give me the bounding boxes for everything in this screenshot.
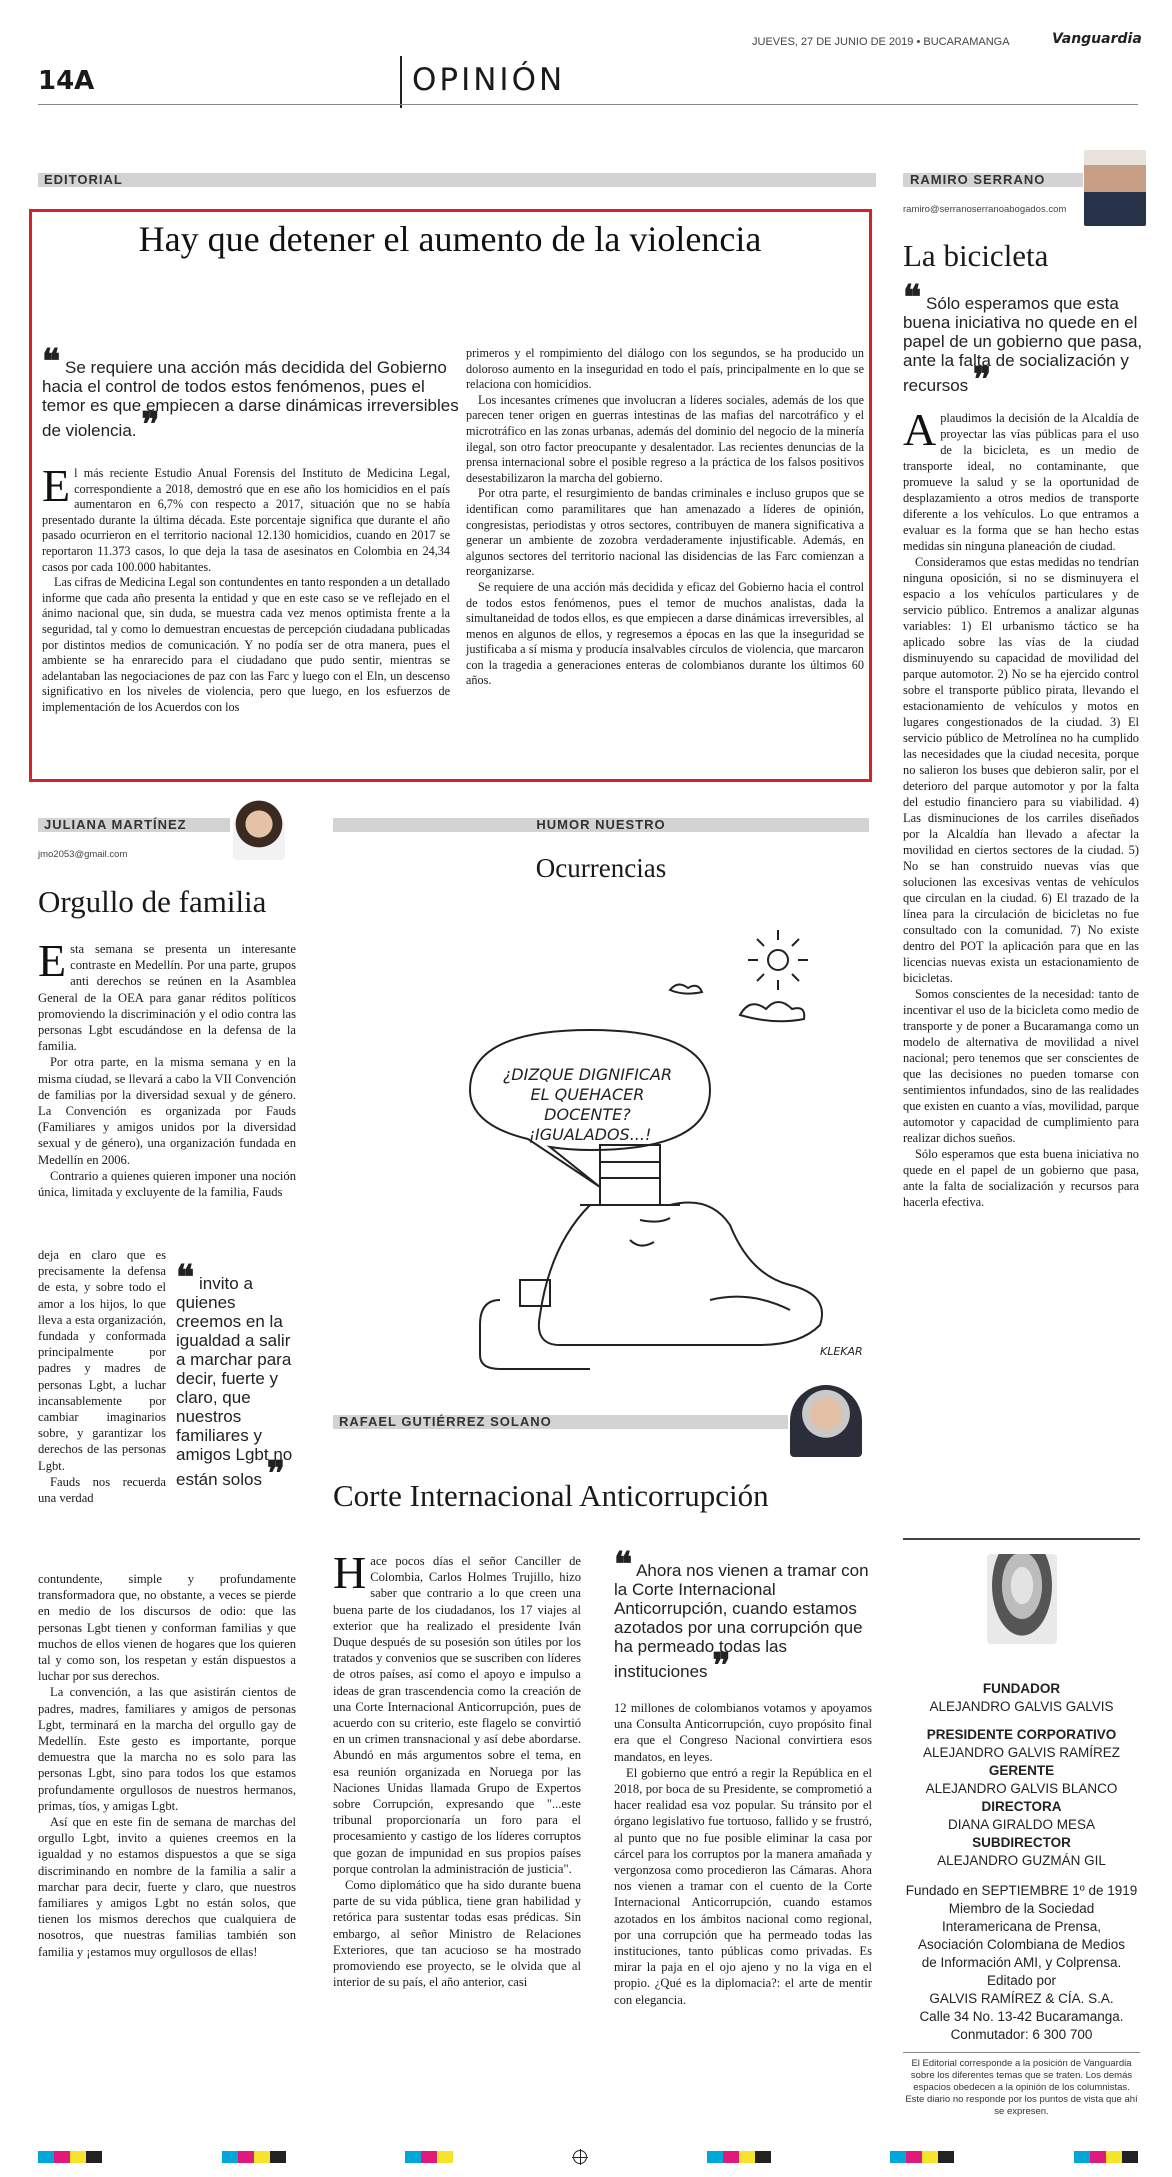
juliana-pullquote-text: invito a quienes creemos en la igualdad a salir a marchar para decir, fuerte y claro, que nuestros familiares y amigos Lgbt no están solos	[176, 1274, 293, 1489]
masthead	[903, 1680, 1140, 2044]
ramiro-paragraph: plaudimos la decisión de la Alcaldía de proyectar las vías públicas para el uso de la bicicleta, es un medio de transporte ideal, no contaminante, que promueve la salud y se la oportunidad de desplazamiento a otros medios de transporte diferente a los vehículos. Lo que entramos a evaluar es la forma que se han hecho estas medidas sin ninguna planeación de ciudad.	[903, 411, 1139, 553]
humor-tag: HUMOR NUESTRO	[536, 817, 666, 832]
masthead-member: Miembro de la Sociedad	[948, 1901, 1095, 1916]
humor-title: Ocurrencias	[535, 853, 667, 883]
rafael-pullquote-text: Ahora nos vienen a tramar con la Corte Internacional Anticorrupción, cuando estamos azotados por una corrupción que ha permeado todas las instituciones	[614, 1561, 869, 1681]
juliana-paragraph: deja en claro que es precisamente la defensa de esta, y sobre todo el amor a los hijos, lo que lleva a esta organización, fundada y conformada principalmente por padres y madres de personas Lgbt, a luchar incansablemente por cambiar imaginarios sobre, y garantizar los derechos de las personas Lgbt.	[38, 1248, 166, 1473]
print-color-bar	[38, 2150, 1138, 2164]
open-quote-icon: ❝	[176, 1258, 195, 1298]
juliana-paragraph: Así que en este fin de semana de marchas del orgullo Lgbt, invito a quienes creemos en la igualdad y no estamos dispuestos a que se siga discriminando en nombre de la familia a salir a marchar para decir, fuerte y claro, que nuestros familiares y amigos Lgbt no están solos, que tienen los mismos derechos que cualquiera de nosotros, que nuestras familias también son familia y ¡estamos muy orgullosos de ellas!	[38, 1815, 296, 1959]
masthead-label: SUBDIRECTOR	[972, 1835, 1071, 1850]
masthead-value: ALEJANDRO GALVIS BLANCO	[925, 1781, 1118, 1796]
author-photo	[790, 1385, 862, 1457]
open-quote-icon: ❝	[903, 278, 922, 318]
juliana-byline: JULIANA MARTÍNEZ	[44, 817, 187, 832]
masthead-edited: Conmutador: 6 300 700	[950, 2027, 1093, 2042]
editorial-tag-bar	[38, 173, 876, 187]
close-quote-icon: ❞	[712, 1646, 731, 1686]
ramiro-title: La bicicleta	[903, 238, 1049, 273]
close-quote-icon: ❞	[141, 405, 160, 445]
juliana-paragraph: Fauds nos recuerda una verdad	[38, 1474, 166, 1506]
editorial-paragraph: Se requiere de una acción más decidida y eficaz del Gobierno hacia el control de todos estos fenómenos, pues el temor de muchos analistas, dada la simultaneidad de todos ellos, es que empiecen a darse dinámicas irreversibles, al menos en algunos de ellos, y regresemos a épocas en las que la inseguridad se justificaba a sí misma y producía insalvables círculos de violencia, que marcaron con la tragedia a generaciones enteras de colombianos durante los últimos 60 años.	[466, 579, 864, 688]
masthead-member: Interamericana de Prensa,	[941, 1919, 1102, 1934]
masthead-value: ALEJANDRO GUZMÁN GIL	[937, 1853, 1106, 1868]
rafael-paragraph: El gobierno que entró a regir la República en el 2018, por boca de su Presidente, se comprometió a hacer realidad esa voz popular. Su tránsito por el órgano legislativo fue tortuoso, fallido y se frustró, al punto que no fue posible eliminar la casa por cárcel para los corruptos por la manera amañada y vergonzosa como procedieron las Cámaras. Ahora nos vienen a tramar con el cuento de la Corte Internacional Anticorrupción, cuando estamos azotados en los ámbitos nacional como regional, por una corrupción que ha permeado todas las instituciones, tanto públicas como privadas. Es mirar la paja en el ojo ajeno y no la viga en el propio. ¿Qué es la diplomacia?: el arte de mentir con elegancia.	[614, 1765, 872, 2007]
editorial-tag: EDITORIAL	[44, 172, 123, 187]
juliana-paragraph: Por otra parte, en la misma semana y en la misma ciudad, se llevará a cabo la VII Convención de familias por la diversidad sexual y de género. La Convención es organizada por Fauds (Familiares y amigos unidos por la diversidad sexual y de género), una organización fundada en Medellín en 2006.	[38, 1055, 296, 1167]
cartoon-signature: KLEKAR	[820, 1345, 863, 1358]
header-rule	[38, 104, 1138, 105]
rafael-col2	[614, 1700, 872, 2008]
editorial-pullquote	[42, 342, 462, 445]
juliana-paragraph: Contrario a quienes quieren imponer una noción única, limitada y excluyente de la familia, Fauds	[38, 1168, 296, 1200]
masthead-value: DIANA GIRALDO MESA	[947, 1817, 1096, 1832]
ramiro-email: ramiro@serranoserranoabogados.com	[903, 204, 1067, 215]
rafael-paragraph: 12 millones de colombianos votamos y apoyamos una Consulta Anticorrupción, cuyo propósito final era que el Congreso Nacional convirtiera esos mandatos, en leyes.	[614, 1701, 872, 1764]
editorial-paragraph: l más reciente Estudio Anual Forensis del Instituto de Medicina Legal, correspondiente a 2018, demostró que en ese año los homicidios en el país aumentaron en 6,7% con respecto a 2017, situación que no se había presentado durante la última década. Este porcentaje significa que durante el año pasado ocurrieron en el territorio nacional 12.130 homicidios, cuando en 2017 se reportaron 11.373 casos, lo que deja la tasa de asesinatos en Colombia en 24,34 casos por cada 100.000 habitantes.	[42, 466, 450, 574]
open-quote-icon: ❝	[42, 342, 61, 382]
juliana-body-narrow	[38, 1247, 166, 1506]
ramiro-paragraph: Somos conscientes de la necesidad: tanto de incentivar el uso de la bicicleta como medio de transporte y de poner a Bucaramanga como un modelo de alternativa de movilidad a nivel nacional; pero tenemos que ser conscientes de que las decisiones no pueden tomarse con sentimientos infundados, sino de las realidades que existen en cuanto a vías, movilidad, parque automotor y capacidad de cumplimiento para realizar dichos sueños.	[903, 987, 1139, 1145]
masthead-label: DIRECTORA	[981, 1799, 1062, 1814]
masthead-edited: Calle 34 No. 13-42 Bucaramanga.	[919, 2009, 1124, 2024]
editorial-title: Hay que detener el aumento de la violencia	[138, 219, 762, 259]
ramiro-paragraph: Consideramos que estas medidas no tendrían ninguna oposición, si no se disminuyera el espacio a los vehículos particulares y de servicio público. Entremos a analizar algunas variables: 1) El urbanismo táctico se ha aplicado sobre las vías de la ciudad disminuyendo su capacidad de movilidad del parque automotor. 2) No se ha ejercido control sobre el transporte público pirata, llevando el estacionamiento de vehículos y motos en lugares congestionados de la ciudad. 3) El servicio público de Metrolínea no ha cumplido las necesidades que la ciudad necesita, porque no salieron los buses que debieron salir, por el deterioro del parque automotor y por la falta del estudio financiero para su viabilidad. 4) Las disminuciones de los carriles diseñados por la Alcaldía han llevado a afectar la movilidad en ciertos sectores de la ciudad. 5) No se han construido nuevas vías que solucionen las excesivas ventas de vehículos que circulan en la ciudad. 6) El trazado de la línea para la circulación de bicicletas no fue consultado con la comunidad. 7) No existe dentro del POT la aplicación para que en las licencias nuevas exista un estacionamiento de bicicletas.	[903, 555, 1139, 985]
masthead-edited: GALVIS RAMÍREZ & CÍA. S.A.	[929, 1991, 1114, 2006]
ramiro-byline: RAMIRO SERRANO	[910, 172, 1046, 187]
masthead-rule	[903, 2052, 1140, 2053]
rafael-paragraph: ace pocos días el señor Canciller de Colombia, Carlos Holmes Trujillo, hizo saber que contrario a lo que creen una buena parte de los ciudadanos, los 17 viajes al exterior que ha realizado el presidente Iván Duque después de su posesión son útiles por los tratados y convenios que se suscriben con líderes de otros países, así como el apoyo e impulso a ideas de gran trascendencia como la creación de una Corte Internacional Anticorrupción, pues de acuerdo con su criterio, este flagelo se convirtió en un crimen transnacional y así debe abordarse. Abundó en más argumentos sobre el tema, en esa reunión organizada en Noruega por las Naciones Unidas llamada Grupo de Expertos sobre Corrupción, expresando que "...este tribunal proporcionaría un foro para el procesamiento y castigo de los líderes corruptos que gozan de impunidad en sus propios países porque controlan la administración de justicia".	[333, 1554, 581, 1876]
ramiro-dropcap: A	[903, 404, 937, 455]
dateline: JUEVES, 27 DE JUNIO DE 2019 • BUCARAMANGA	[752, 36, 1010, 48]
juliana-paragraph: contundente, simple y profundamente transformadora que, no obstante, a veces se pierde en medio de los discursos de odio: que las personas Lgbt tienen y conforman familias y que muchos de ellos vienen de hogares que los quieren tal y como son, los respetan y están dispuestos a luchar por sus derechos.	[38, 1572, 296, 1684]
juliana-email: jmo2053@gmail.com	[38, 849, 128, 860]
editorial-paragraph: primeros y el rompimiento del diálogo con los segundos, se ha producido un doloroso aumento en la inseguridad en todo el país, principalmente en lo que se relaciona con homicidios.	[466, 346, 864, 392]
juliana-paragraph: sta semana se presenta un interesante contraste en Medellín. Por una parte, grupos anti derechos se reúnen en la Asamblea General de la OEA para ganar réditos políticos promoviendo la discriminación y el odio contra las personas Lgbt escudándose en la defensa de la familia.	[38, 942, 296, 1054]
masthead-edited: Editado por	[986, 1973, 1057, 1988]
cartoon-bubble-text: ¿DIZQUE DIGNIFICAR EL QUEHACER DOCENTE? ¡IGUALADOS...!	[502, 1065, 673, 1144]
close-quote-icon: ❞	[266, 1454, 286, 1494]
juliana-title: Orgullo de familia	[38, 884, 267, 919]
juliana-pullquote	[176, 1258, 298, 1494]
masthead-label: FUNDADOR	[982, 1681, 1061, 1696]
registration-mark-icon	[573, 2150, 587, 2164]
founder-portrait	[987, 1554, 1057, 1644]
ramiro-paragraph: Sólo esperamos que esta buena iniciativa no quede en el papel de un gobierno que pasa, ante la falta de socialización y recursos para hacerla efectiva.	[903, 1147, 1139, 1209]
masthead-rule	[903, 1538, 1140, 1540]
close-quote-icon: ❞	[972, 360, 992, 400]
cartoon	[440, 900, 880, 1380]
juliana-body-top	[38, 935, 296, 1200]
rafael-paragraph: Como diplomático que ha sido durante buena parte de su vida pública, tiene gran habilidad y retórica para sustentar todas esas prédicas. Sin embargo, al señor Ministro de Relaciones Exteriores, que tan acucioso se ha mostrado promoviendo ese proyecto, se le olvida que al interior de su país, el año anterior, casi	[333, 1878, 581, 1990]
rafael-pullquote	[614, 1545, 872, 1686]
editorial-col1	[42, 460, 450, 716]
ramiro-pullquote-text: Sólo esperamos que esta buena iniciativa no quede en el papel de un gobierno que pasa, ante la falta de socialización y recursos	[903, 294, 1143, 395]
editorial-dropcap: E	[42, 460, 71, 511]
editorial-paragraph: Por otra parte, el resurgimiento de bandas criminales e incluso grupos que se identifican como paramilitares que han amenazado a líderes de opinión, congresistas, periodistas y otros sectores, contribuyen de manera significativa a generar un ambiente de zozobra verdaderamente injustificable. Además, en algunos sectores del territorio nacional las disidencias de las Farc comienzan a reorganizarse.	[466, 486, 864, 579]
ramiro-body	[903, 404, 1139, 1210]
rafael-byline: RAFAEL GUTIÉRREZ SOLANO	[339, 1414, 552, 1429]
color-swatch-group	[405, 2148, 453, 2167]
color-swatch-group	[38, 2148, 102, 2167]
open-quote-icon: ❝	[614, 1545, 633, 1585]
masthead-founded: Fundado en SEPTIEMBRE 1º de 1919	[905, 1883, 1138, 1898]
masthead-member: de Información AMI, y Colprensa.	[921, 1955, 1122, 1970]
color-swatch-group	[707, 2148, 771, 2167]
page-number: 14A	[38, 66, 95, 96]
rafael-title: Corte Internacional Anticorrupción	[333, 1478, 769, 1513]
editorial-paragraph: Las cifras de Medicina Legal son contundentes en tanto responden a un detallado informe que cada año presenta la entidad y que en este caso se ve reflejado en el ánimo nacional que, sin duda, se muestra cada vez menos optimista frente a la seguridad, tal y como lo demuestran encuestas de percepción ciudadana publicadas por distintos medios de comunicación. Y no podía ser de otra manera, pues el ambiente se ha enrarecido para el ciudadano que pudo sentir, mientras se adelantaban las negociaciones de paz con las Farc y luego con el Eln, un descenso significativo en los niveles de violencia, pero que luego, en los esfuerzos de implementación de los Acuerdos con los	[42, 575, 450, 714]
author-photo	[233, 800, 285, 860]
author-photo	[1084, 150, 1146, 226]
section-title: OPINIÓN	[412, 62, 566, 98]
masthead-disclaimer: El Editorial corresponde a la posición de Vanguardia sobre los diferentes temas que se traten. Los demás espacios obedecen a la opinión de los columnistas. Este diario no responde por los puntos de vista que ahí se expresen.	[905, 2058, 1138, 2117]
editorial-col2	[466, 346, 864, 689]
masthead-label: GERENTE	[988, 1763, 1055, 1778]
masthead-label: PRESIDENTE CORPORATIVO	[926, 1727, 1117, 1742]
masthead-value: ALEJANDRO GALVIS GALVIS	[929, 1699, 1114, 1714]
color-swatch-group	[890, 2148, 954, 2167]
rafael-col1	[333, 1547, 581, 1990]
editorial-pullquote-text: Se requiere una acción más decidida del Gobierno hacia el control de todos estos fenómenos, pues el temor es que empiecen a darse dinámicas irreversibles de violencia.	[42, 358, 459, 440]
color-swatch-group	[222, 2148, 286, 2167]
masthead-value: ALEJANDRO GALVIS RAMÍREZ	[922, 1745, 1121, 1760]
ramiro-pullquote	[903, 278, 1143, 400]
cartoon-drawing	[440, 900, 880, 1380]
juliana-dropcap: E	[38, 935, 67, 986]
brand-logo: Vanguardia	[1052, 31, 1142, 47]
juliana-body-bottom	[38, 1571, 296, 1960]
rafael-dropcap: H	[333, 1547, 367, 1598]
juliana-paragraph: La convención, a las que asistirán cientos de padres, madres, familiares y amigos de personas Lgbt, terminará en la marcha del orgullo gay de Medellín. Este gesto es importante, porque demuestra que la marcha no es solo para las personas Lgbt, sino para todos los que estamos profundamente orgullosos de nuestros hermanos, primas, tíos, y amigas Lgbt.	[38, 1685, 296, 1813]
editorial-paragraph: Los incesantes crímenes que involucran a líderes sociales, además de los que parecen tener origen en guerras intestinas de las mafias del narcotráfico y el microtráfico en las zonas urbanas, además del dominio del negocio de la minería ilegal, son otro factor preocupante y desalentador. Las recientes denuncias de la prensa internacional sobre el posible regreso a la práctica de los falsos positivos desestabilizaron la marcha del gobierno.	[466, 392, 864, 485]
masthead-member: Asociación Colombiana de Medios	[917, 1937, 1126, 1952]
header-divider	[400, 56, 402, 108]
color-swatch-group	[1074, 2148, 1138, 2167]
